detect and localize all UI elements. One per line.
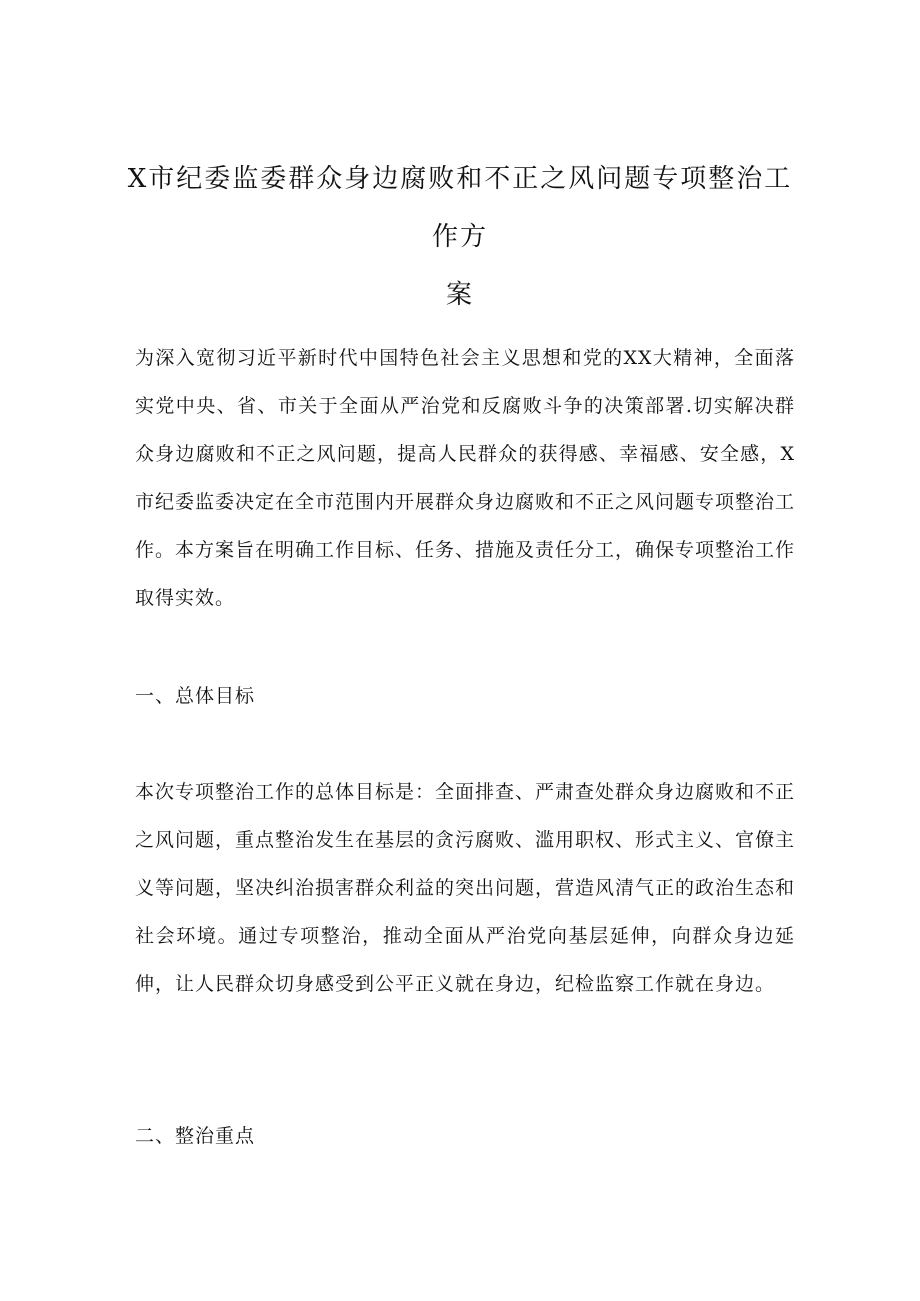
section-1-heading: 一、总体目标 <box>135 685 256 707</box>
section-2-heading: 二、整治重点 <box>135 1125 256 1147</box>
document-title <box>120 150 800 324</box>
title-line-1: X市纪委监委群众身边腐败和不正之风问题专项整治工作方 <box>127 164 793 252</box>
intro-paragraph: 为深入宽彻习近平新时代中国特色社会主义思想和党的XX大精神，全面落实党中央、省、市关于全面从严治党和反腐败斗争的决策部署.切实解决群众身边腐败和不正之风问题，提高人民群众的获得感、幸福感、安全感，X市纪委监委决定在全市范围内开展群众身边腐败和不正之风问题专项整治工作。本方案旨在明确工作目标、任务、措施及责任分工，确保专项整治工作取得实效。 <box>135 347 796 609</box>
section-1-body: 本次专项整治工作的总体目标是：全面排查、严肃查处群众身边腐败和不正之风问题，重点整治发生在基层的贪污腐败、滥用职权、形式主义、官僚主义等问题，坚决纠治损害群众利益的突出问题，营造风清气正的政治生态和社会环境。通过专项整治，推动全面从严治党向基层延伸，向群众身边延伸，让人民群众切身感受到公平正义就在身边，纪检监察工作就在身边。 <box>135 781 796 995</box>
title-line-2: 案 <box>445 280 474 310</box>
